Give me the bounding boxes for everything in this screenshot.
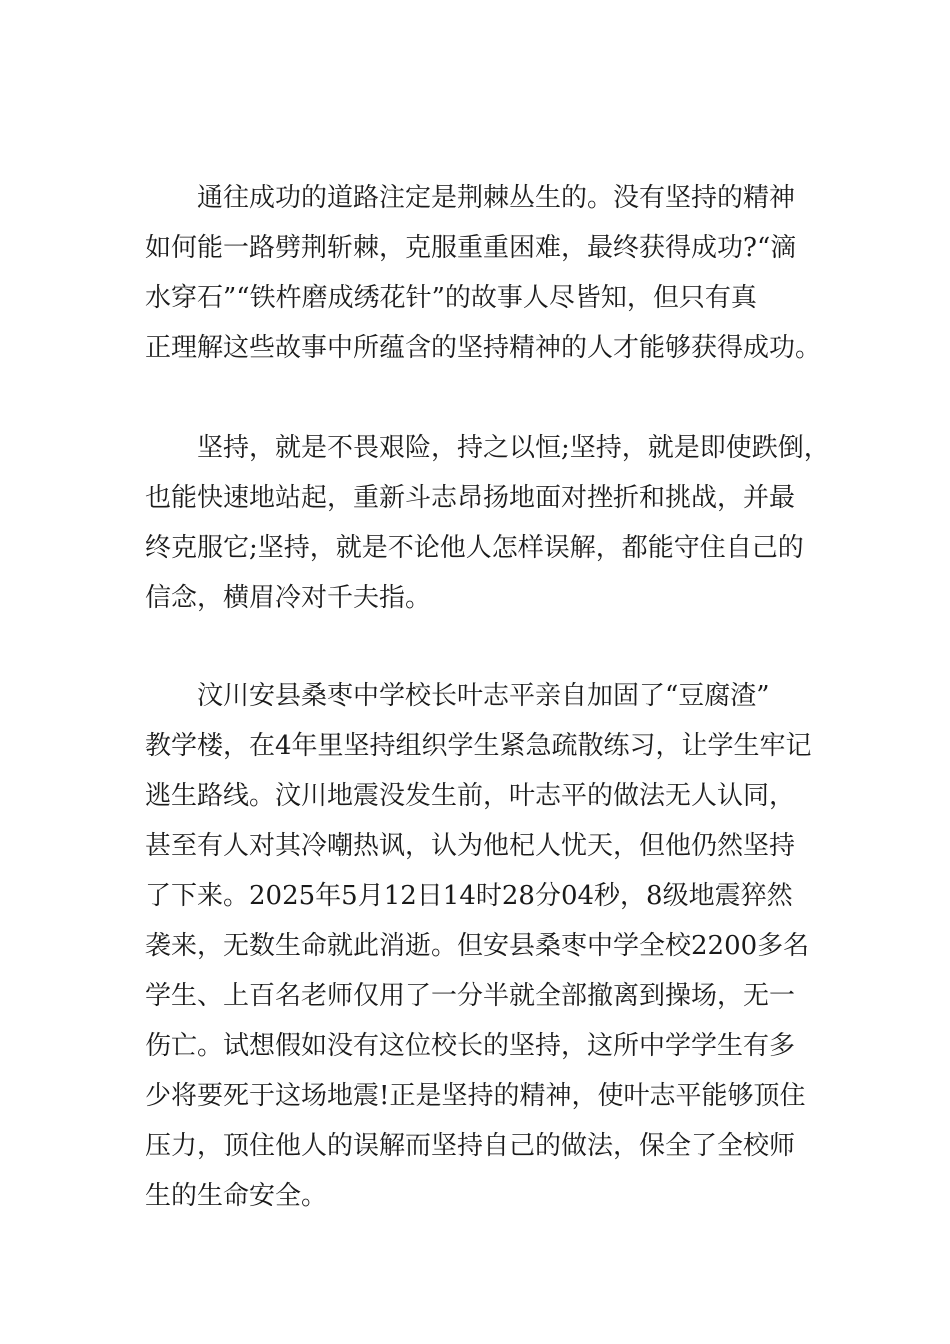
text-line: 伤亡。试想假如没有这位校长的坚持，这所中学学生有多 (145, 1031, 796, 1061)
text-line: 汶川安县桑枣中学校长叶志平亲自加固了“豆腐渣” (197, 681, 770, 711)
text-line: 少将要死于这场地震!正是坚持的精神，使叶志平能够顶住 (145, 1081, 806, 1111)
text-line: 了下来。2025年5月12日14时28分04秒，8级地震猝然 (145, 881, 793, 911)
text-line: 学生、上百名老师仅用了一分半就全部撤离到操场，无一 (145, 981, 796, 1011)
text-line: 生的生命安全。 (145, 1181, 328, 1211)
text-line: 教学楼，在4年里坚持组织学生紧急疏散练习，让学生牢记 (145, 731, 812, 761)
text-line: 逃生路线。汶川地震没发生前，叶志平的做法无人认同， (145, 781, 796, 811)
text-line: 信念，横眉冷对千夫指。 (145, 583, 432, 613)
text-line: 压力，顶住他人的误解而坚持自己的做法，保全了全校师 (145, 1131, 796, 1161)
text-line: 正理解这些故事中所蕴含的坚持精神的人才能够获得成功。 (145, 333, 822, 363)
text-line: 甚至有人对其冷嘲热讽，认为他杞人忧天，但他仍然坚持 (145, 831, 796, 861)
text-line: 通往成功的道路注定是荆棘丛生的。没有坚持的精神 (197, 183, 796, 213)
text-line: 坚持，就是不畏艰险，持之以恒;坚持，就是即使跌倒， (197, 433, 830, 463)
text-line: 水穿石”“铁杵磨成绣花针”的故事人尽皆知，但只有真 (145, 283, 757, 313)
text-line: 也能快速地站起，重新斗志昂扬地面对挫折和挑战，并最 (145, 483, 796, 513)
text-line: 如何能一路劈荆斩棘，克服重重困难，最终获得成功?“滴 (145, 233, 797, 263)
text-line: 终克服它;坚持，就是不论他人怎样误解，都能守住自己的 (145, 533, 804, 563)
text-line: 袭来，无数生命就此消逝。但安县桑枣中学全校2200多名 (145, 931, 810, 961)
